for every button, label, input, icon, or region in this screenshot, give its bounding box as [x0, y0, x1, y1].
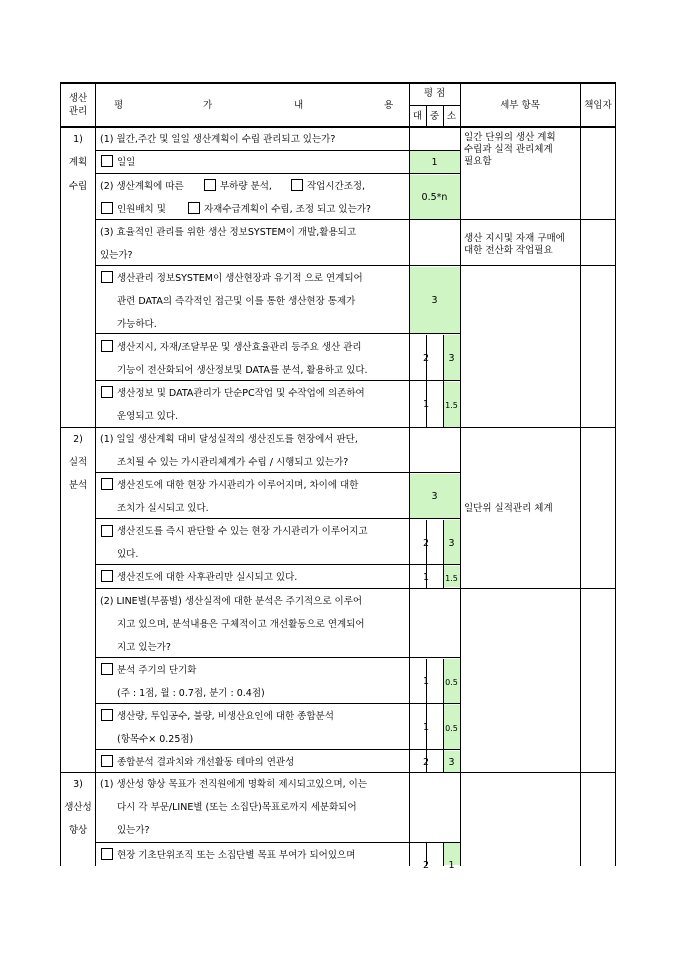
question-text: (3) 효율적인 관리를 위한 생산 정보SYSTEM이 개발,활용되고	[100, 227, 357, 238]
checkbox[interactable]	[101, 570, 113, 582]
answer-text: 가능하다.	[117, 319, 157, 330]
answer-text: 생산지시, 자재/조달부문 및 생산효율관리 등주요 생산 관리	[117, 342, 362, 353]
question-text: 조치될 수 있는 가시관리체계가 수립 / 시행되고 있는가?	[117, 457, 349, 468]
answer-text: 일일	[117, 157, 136, 168]
score-small: 3	[448, 757, 455, 768]
row-divider	[95, 842, 460, 843]
answer-text: 기능이 전산화되어 생산정보및 DATA를 분석, 활용하고 있다.	[117, 365, 368, 376]
answer-text: 생산정보 및 DATA관리가 단순PC작업 및 수작업에 의존하여	[117, 388, 365, 399]
score-value: 3	[431, 491, 438, 502]
score-small: 0.5	[445, 724, 458, 733]
col-divider	[95, 82, 96, 866]
answer-text: 분석 주기의 단기화	[117, 665, 197, 676]
header-eval-char: 가	[203, 100, 213, 111]
score-mid: 1	[422, 676, 430, 687]
answer-text: (항목수× 0.25점)	[117, 734, 194, 745]
section-name: 실적	[68, 457, 88, 468]
checkbox[interactable]	[101, 525, 113, 537]
answer-text: 생산량, 투입공수, 불량, 비생산요인에 대한 종합분석	[117, 711, 334, 722]
table-right-border	[615, 82, 616, 866]
answer-text: 현장 기초단위조직 또는 소집단별 목표 부여가 되어있으며	[117, 850, 356, 861]
detail-text: 수립과 실적 관리체계	[464, 144, 553, 155]
row-divider	[95, 219, 616, 220]
answer-text: 생산관리 정보SYSTEM이 생산현장과 유기적 으로 연계되어	[117, 273, 363, 284]
score-small: 1	[448, 860, 455, 871]
header-eval-char: 용	[384, 100, 394, 111]
checkbox[interactable]	[291, 179, 303, 191]
detail-text: 일단위 실적관리 체계	[464, 503, 553, 514]
row-divider	[95, 749, 460, 750]
section-num: 3)	[73, 779, 83, 790]
checkbox[interactable]	[101, 663, 113, 675]
header-eval-char: 평	[114, 100, 124, 111]
header-eval-char: 내	[294, 100, 304, 111]
score-mid: 2	[422, 860, 430, 871]
col-divider	[426, 335, 427, 427]
checkbox[interactable]	[101, 848, 113, 860]
checkbox[interactable]	[101, 202, 113, 214]
row-divider	[95, 173, 460, 174]
section-name: 계획	[68, 157, 88, 168]
score-mid: 1	[422, 572, 430, 583]
checkbox[interactable]	[101, 340, 113, 352]
header-score-big: 대	[412, 111, 423, 122]
row-divider	[95, 380, 460, 381]
row-divider	[95, 333, 460, 334]
question-text: 자재수급계획이 수립, 조정 되고 있는가?	[204, 204, 371, 215]
score-value: 0.5*n	[421, 192, 448, 203]
row-divider	[95, 703, 460, 704]
header-owner: 책임자	[584, 100, 612, 111]
question-text: 작업시간조정,	[307, 181, 366, 192]
section-name: 향상	[68, 825, 88, 836]
answer-text: 생산진도에 대한 현장 가시관리가 이루어지며, 차이에 대한	[117, 480, 359, 491]
question-text: (1) 일일 생산계획 대비 달성실적의 생산진도를 현장에서 판단,	[100, 434, 358, 445]
checkbox[interactable]	[101, 709, 113, 721]
header-score-mid: 중	[429, 111, 440, 122]
question-text: 있는가?	[117, 825, 150, 836]
question-text: 다시 각 부문/LINE별 (또는 소집단)목표로까지 세분화되어	[117, 802, 357, 813]
score-mid: 1	[422, 722, 430, 733]
section-num: 2)	[73, 434, 83, 445]
col-divider	[460, 82, 461, 866]
question-text: 부하량 분석,	[220, 181, 272, 192]
col-divider	[443, 335, 444, 427]
answer-text: 생산진도를 즉시 판단할 수 있는 현장 가시관리가 이루어지고	[117, 526, 368, 537]
header-detail: 세부 항목	[500, 100, 540, 111]
checkbox[interactable]	[101, 271, 113, 283]
score-mid: 2	[422, 757, 430, 768]
question-text: 인원배치 및	[117, 204, 166, 215]
row-divider	[95, 518, 460, 519]
answer-text: 관련 DATA의 즉각적인 접근및 이를 통한 생산현장 통제가	[117, 296, 356, 307]
row-divider	[95, 564, 460, 565]
col-divider	[580, 82, 581, 866]
section-num: 1)	[73, 134, 83, 145]
checkbox[interactable]	[101, 755, 113, 767]
score-mid: 1	[422, 399, 430, 410]
section-name: 생산성	[64, 802, 92, 813]
table-left-border	[60, 82, 61, 866]
question-text: 있는가?	[100, 250, 133, 261]
answer-text: 생산진도에 대한 사후관리만 실시되고 있다.	[117, 572, 298, 583]
row-divider	[409, 105, 460, 106]
score-small: 0.5	[445, 678, 458, 687]
question-text: 지고 있는가?	[117, 642, 171, 653]
score-small: 3	[448, 538, 455, 549]
score-value: 3	[431, 295, 438, 306]
section-name: 수립	[68, 181, 88, 192]
score-small: 3	[448, 353, 455, 364]
score-value: 1	[431, 157, 438, 168]
row-divider	[95, 150, 460, 151]
row-divider	[95, 265, 616, 266]
row-divider	[95, 588, 616, 589]
answer-text: 조치가 실시되고 있다.	[117, 503, 209, 514]
score-small: 1.5	[445, 574, 458, 583]
score-small: 1.5	[445, 401, 458, 410]
header-bottom-border	[60, 126, 616, 128]
checkbox[interactable]	[101, 386, 113, 398]
answer-text: (주 : 1점, 월 : 0.7점, 분기 : 0.4점)	[117, 688, 265, 699]
answer-text: 종합분석 결과치와 개선활동 테마의 연관성	[117, 757, 295, 768]
checkbox[interactable]	[101, 155, 113, 167]
detail-text: 생산 지시및 자재 구매에	[464, 233, 565, 244]
question-text: (1) 생산성 향상 목표가 전직원에게 명확히 제시되고있으며, 이는	[100, 779, 368, 790]
detail-text: 대한 전산화 작업필요	[464, 245, 553, 256]
checkbox[interactable]	[204, 179, 216, 191]
question-text: 지고 있으며, 분석내용은 구체적이고 개선활동으로 연계되어	[117, 619, 365, 630]
table-top-border	[60, 82, 616, 84]
header-score: 평 점	[423, 88, 446, 99]
row-divider	[95, 657, 460, 658]
row-divider	[95, 472, 460, 473]
question-text: (2) 생산계획에 따른	[100, 181, 184, 192]
checkbox[interactable]	[101, 478, 113, 490]
score-mid: 2	[422, 353, 430, 364]
header-score-small: 소	[446, 111, 457, 122]
header-category: 생산 관리	[68, 93, 88, 117]
detail-text: 필요함	[464, 156, 492, 167]
score-mid: 2	[422, 538, 430, 549]
answer-text: 운영되고 있다.	[117, 411, 179, 422]
question-text: (1) 월간,주간 및 일일 생산계획이 수립 관리되고 있는가?	[100, 134, 336, 145]
answer-text: 있다.	[117, 549, 139, 560]
section-name: 분석	[68, 480, 88, 491]
section-divider	[60, 772, 616, 773]
section-divider	[60, 427, 616, 428]
detail-text: 일간 단위의 생산 계획	[464, 132, 556, 143]
question-text: (2) LINE별(부품별) 생산실적에 대한 분석은 주기적으로 이루어	[100, 596, 363, 607]
checkbox[interactable]	[188, 202, 200, 214]
